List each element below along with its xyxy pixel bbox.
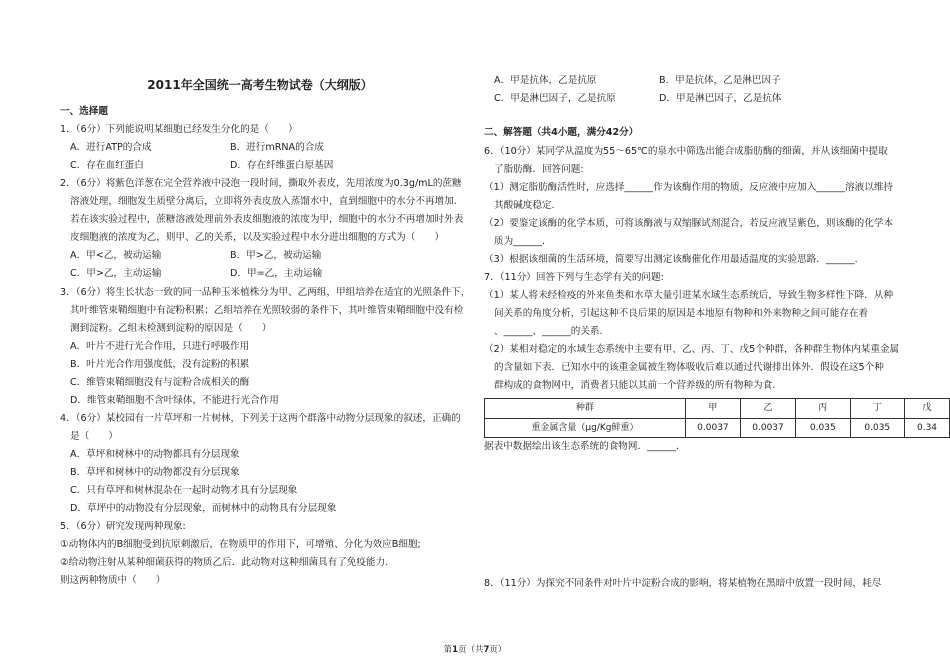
table-cell: 0.035	[850, 418, 904, 438]
table-cell: 0.035	[796, 418, 850, 438]
table-cell: 重金属含量（μg/Kg鲜重）	[485, 418, 686, 438]
q5-line4: 则这两种物质中（ ）	[60, 575, 166, 586]
q2-option-b: B．甲>乙，被动运输	[230, 250, 322, 261]
q2-option-a: A．甲<乙，被动运输	[70, 250, 162, 261]
q3-option-a: A．叶片不进行光合作用，只进行呼吸作用	[70, 341, 250, 352]
table-header-row	[485, 399, 950, 419]
q3-option-c: C．维管束鞘细胞没有与淀粉合成相关的酶	[70, 377, 250, 388]
page-title: 2011年全国统一高考生物试卷（大纲版）	[147, 78, 373, 92]
table-header-cell: 甲	[685, 399, 740, 419]
q7-line1: 7．（11分）回答下列与生态学有关的问题:	[484, 272, 664, 283]
table-header-cell: 丙	[796, 399, 850, 419]
q5-line3: ②给动物注射从某种细菌获得的物质乙后．此动物对这种细菌具有了免疫能力.	[60, 557, 389, 568]
q2-option-c: C．甲>乙，主动运输	[70, 268, 162, 279]
q6-line7: （3）根据该细菌的生活环境，简要写出测定该酶催化作用最适温度的实验思路．______.	[484, 254, 858, 265]
q6-line5: （2）要鉴定该酶的化学本质，可将该酶液与双缩脲试剂混合，若反应液呈紫色，则该酶的化学本	[484, 218, 894, 229]
q5-line1: 5．（6分）研究发现两种现象:	[60, 521, 186, 532]
footer-page-number: 1	[452, 645, 458, 655]
q1-stem: 1．（6分）下列能说明某细胞已经发生分化的是（ ）	[60, 124, 298, 135]
q8-line1: 8．（11分）为探究不同条件对叶片中淀粉合成的影响，将某植物在黑暗中放置一段时间，耗尽	[484, 578, 882, 589]
q2-line1: 2．（6分）将紫色洋葱在完全营养液中浸泡一段时间，撕取外表皮，先用浓度为0.3g/mL的蔗糖	[60, 178, 462, 189]
q2-line2: 溶液处理，细胞发生质壁分离后，立即将外表皮放入蒸馏水中，直到细胞中的水分不再增加.	[70, 196, 457, 207]
q1-options-row1	[70, 139, 324, 158]
q6-line2: 了脂肪酶．回答问题:	[494, 164, 584, 175]
table-cell: 0.0037	[685, 418, 740, 438]
q3-option-d: D．维管束鞘细胞不含叶绿体，不能进行光合作用	[70, 395, 279, 406]
footer-middle: 页（共	[457, 645, 484, 655]
q6-line6: 质为______.	[494, 236, 546, 247]
q1-option-d: D．存在纤维蛋白原基因	[230, 160, 334, 171]
q5-option-d: D．甲是淋巴因子，乙是抗体	[659, 93, 782, 104]
q4-option-a: A．草坪和树林中的动物都具有分层现象	[70, 449, 240, 460]
section-heading-choice: 一、选择题	[60, 106, 108, 117]
table-header-cell: 种群	[485, 399, 686, 419]
page-footer	[0, 641, 950, 660]
section-heading-answer: 二、解答题（共4小题，满分42分）	[484, 127, 639, 138]
q3-line3: 测到淀粉。乙组未检测到淀粉的原因是（ ）	[70, 323, 272, 334]
q7-line4: 、______、______的关系.	[494, 326, 603, 337]
q1-option-a: A．进行ATP的合成	[70, 142, 152, 153]
q6-line3: （1）测定脂肪酶活性时，应选择______作为该酶作用的物质，反应液中应加入______溶液以维持	[484, 182, 894, 193]
table-header-cell: 乙	[740, 399, 795, 419]
q7-line2: （1）某人将未经检疫的外来鱼类和水草大量引进某水域生态系统后，导致生物多样性下降．从种	[484, 290, 894, 301]
q5-options-row2	[494, 90, 782, 109]
table-cell: 0.0037	[740, 418, 795, 438]
q4-option-d: D．草坪中的动物没有分层现象，而树林中的动物具有分层现象	[70, 503, 337, 514]
footer-prefix: 第	[443, 645, 453, 655]
q2-options-row2	[70, 265, 322, 284]
q5-option-c: C．甲是淋巴因子，乙是抗原	[494, 93, 616, 104]
table-header-cell: 戊	[905, 399, 950, 419]
q3-line1: 3．（6分）将生长状态一致的同一品种玉米植株分为甲、乙两组，甲组培养在适宜的光照条件下，	[60, 287, 471, 298]
q7-line3: 间关系的角度分析，引起这种不良后果的原因是本地原有物种和外来物种之间可能存在着	[494, 308, 869, 319]
q7-line7: 群构成的食物网中，消费者只能以其前一个营养级的所有物种为食.	[494, 380, 776, 391]
q2-line4: 皮细胞液的浓度为乙，则甲、乙的关系，以及实验过程中水分进出细胞的方式为（ ）	[70, 232, 445, 243]
q4-line1: 4．（6分）某校园有一片草坪和一片树林，下列关于这两个群落中动物分层现象的叙述，正确的	[60, 413, 461, 424]
table-header-cell: 丁	[850, 399, 904, 419]
q2-option-d: D．甲=乙，主动运输	[230, 268, 323, 279]
q7-line5: （2）某相对稳定的水域生态系统中主要有甲、乙、丙、丁、戊5个种群，各种群生物体内某重金属	[484, 344, 900, 355]
q1-option-c: C．存在血红蛋白	[70, 160, 144, 171]
footer-suffix: 页）	[489, 645, 507, 655]
q3-line2: 其叶维管束鞘细胞中有淀粉积累；乙组培养在光照较弱的条件下，其叶维管束鞘细胞中没有检	[70, 305, 464, 316]
q1-options-row2	[70, 157, 333, 176]
q7-line6: 的含量如下表．已知水中的该重金属被生物体吸收后难以通过代谢排出体外．假设在这5个种	[494, 362, 884, 373]
q4-option-b: B．草坪和树林中的动物都没有分层现象	[70, 467, 240, 478]
table-cell: 0.34	[905, 418, 950, 438]
q5-option-b: B．甲是抗体，乙是淋巴因子	[659, 75, 781, 86]
q3-option-b: B．叶片光合作用强度低，没有淀粉的积累	[70, 359, 250, 370]
q4-option-c: C．只有草坪和树林混杂在一起时动物才具有分层现象	[70, 485, 298, 496]
table-row	[485, 418, 950, 438]
q4-line2: 是（ ）	[70, 431, 118, 442]
q5-line2: ①动物体内的B细胞受到抗原刺激后，在物质甲的作用下，可增殖、分化为效应B细胞;	[60, 539, 421, 550]
q2-line3: 若在该实验过程中，蔗糖溶液处理前外表皮细胞液的浓度为甲，细胞中的水分不再增加时外表	[70, 214, 464, 225]
q2-options-row1	[70, 247, 321, 266]
q5-options-row1	[494, 72, 781, 91]
heavy-metal-table	[484, 398, 950, 438]
q1-option-b: B．进行mRNA的合成	[230, 142, 324, 153]
q6-line1: 6．（10分）某同学从温度为55～65℃的泉水中筛选出能合成脂肪酶的细菌，并从该细菌中提取	[484, 146, 888, 157]
q6-line4: 其酸碱度稳定.	[494, 200, 555, 211]
footer-total-pages: 7	[483, 645, 490, 655]
q7-after-table: 据表中数据绘出该生态系统的食物网．______.	[484, 441, 679, 452]
q5-option-a: A．甲是抗体，乙是抗原	[494, 75, 597, 86]
